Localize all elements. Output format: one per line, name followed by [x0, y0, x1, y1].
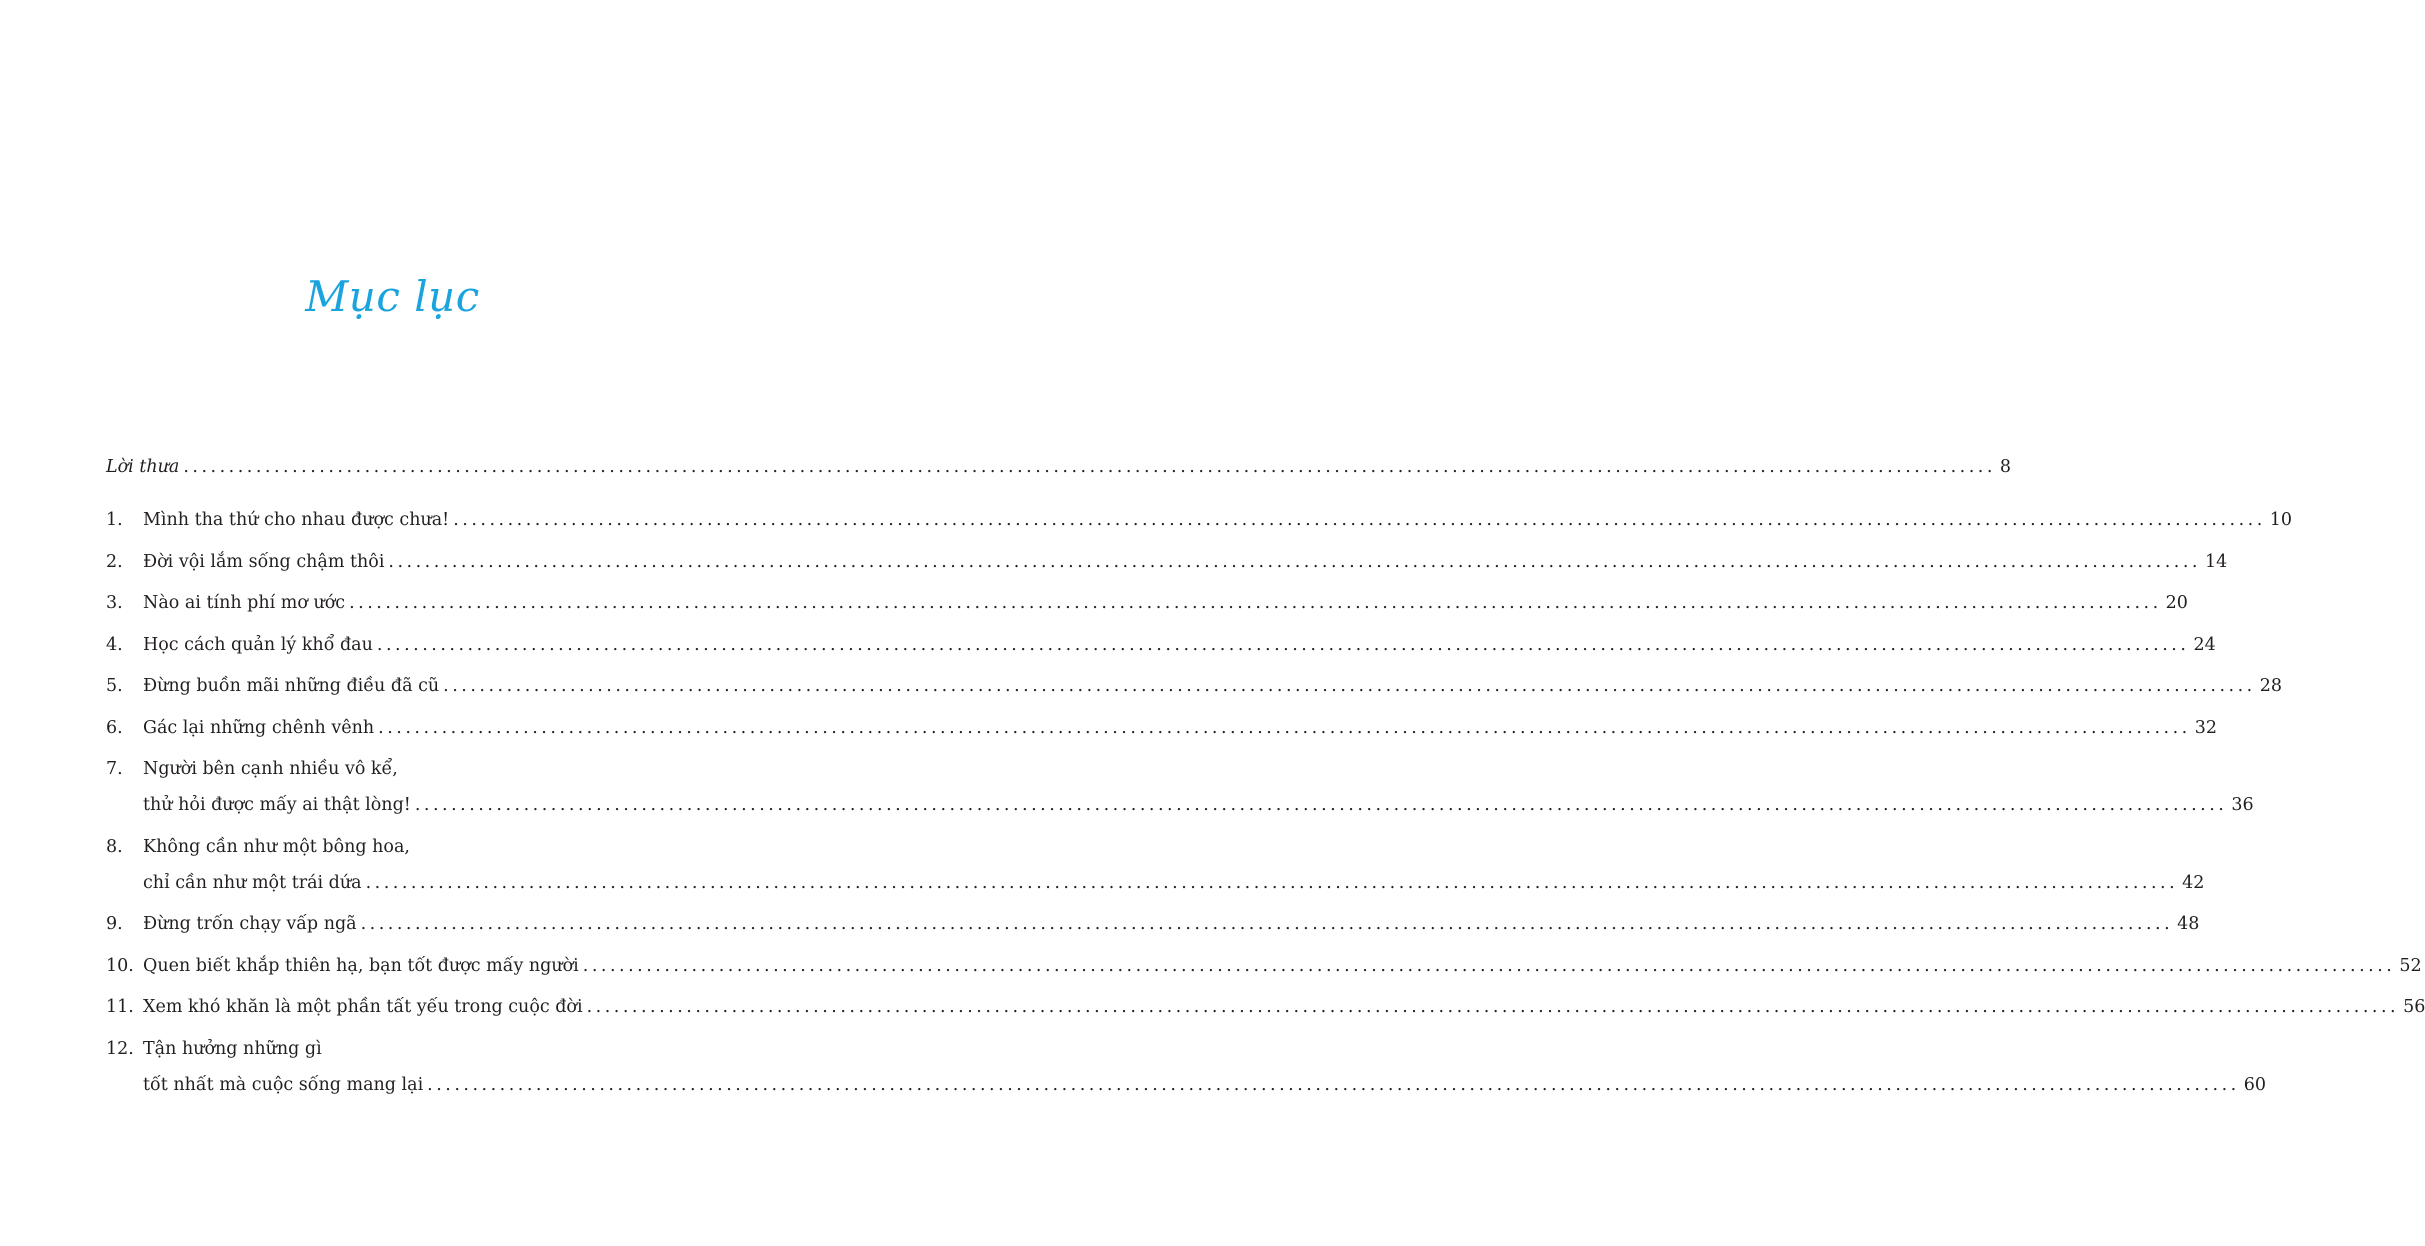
toc-entry-line	[143, 792, 2254, 818]
toc-entry-number: 11.	[106, 997, 134, 1017]
toc-entry[interactable]	[106, 994, 2425, 1020]
toc-entry-title: thử hỏi được mấy ai thật lòng!	[143, 795, 411, 815]
toc-entry-line	[143, 994, 2425, 1020]
toc-entry-page: 32	[2194, 717, 2217, 738]
toc-entry-page: 56	[2403, 997, 2425, 1017]
toc-entry[interactable]	[106, 953, 2422, 979]
toc-entry-line	[143, 834, 675, 860]
leader-dots: ........................................................................................................................................................................................................	[586, 997, 2400, 1017]
toc-entry[interactable]	[106, 549, 2228, 575]
leader-dots: ........................................................................................................................................................................................................	[427, 1074, 2240, 1095]
leader-dots: ........................................................................................................................................................................................................	[360, 914, 2174, 934]
toc-entry-line	[143, 549, 2228, 575]
toc-entry-number: 1.	[106, 510, 123, 530]
leader-dots: ........................................................................................................................................................................................................	[453, 510, 2266, 530]
toc-entry[interactable]	[106, 834, 2205, 896]
toc-entry-title: Quen biết khắp thiên hạ, bạn tốt được mấy người	[143, 955, 579, 976]
toc-entry-title: Tận hưởng những gì	[143, 1038, 322, 1059]
toc-entry-page: 36	[2231, 795, 2254, 815]
toc-entry-number: 4.	[106, 634, 123, 655]
toc-entry-title: Không cần như một bông hoa,	[143, 836, 410, 857]
toc-entry-line	[143, 870, 2205, 896]
toc-entry-title: Học cách quản lý khổ đau	[143, 634, 373, 655]
toc-entry-title: Mình tha thứ cho nhau được chưa!	[143, 510, 450, 530]
toc-entry[interactable]	[106, 756, 2254, 818]
toc-entry-line	[143, 756, 675, 782]
toc-entry-line	[143, 673, 2282, 699]
leader-dots: ........................................................................................................................................................................................................	[365, 872, 2179, 893]
toc-entry-title: Lời thưa	[106, 457, 180, 477]
toc-entry[interactable]	[106, 632, 2216, 658]
toc-entry-number: 2.	[106, 551, 123, 572]
toc-entry-title: Gác lại những chênh vênh	[143, 717, 375, 738]
toc-entry-title: Xem khó khăn là một phần tất yếu trong cuộc đời	[143, 997, 583, 1017]
toc-entry-page: 20	[2165, 593, 2188, 613]
toc-entry-page: 60	[2243, 1074, 2267, 1095]
toc-entry-page: 52	[2399, 955, 2422, 976]
toc-entry-preface[interactable]	[106, 454, 2012, 480]
toc-entry-title: tốt nhất mà cuộc sống mang lại	[143, 1074, 424, 1095]
toc-entry-line	[143, 507, 2293, 533]
toc-entry-page: 8	[1999, 457, 2012, 477]
toc-entry-title: Đời vội lắm sống chậm thôi	[143, 551, 385, 572]
toc-entry-page: 24	[2193, 634, 2216, 655]
toc-entry-number: 8.	[106, 836, 123, 857]
toc-entry-number: 9.	[106, 914, 123, 934]
toc-entry-page: 14	[2204, 551, 2228, 572]
toc-entry[interactable]	[106, 507, 2293, 533]
leader-dots: ........................................................................................................................................................................................................	[443, 676, 2256, 696]
leader-dots: ........................................................................................................................................................................................................	[376, 634, 2190, 655]
toc-entry-page: 48	[2177, 914, 2200, 934]
toc-entry-title: Người bên cạnh nhiều vô kể,	[143, 759, 398, 779]
toc-entry-number: 7.	[106, 759, 123, 779]
toc-entry-number: 5.	[106, 676, 123, 696]
toc-entry-number: 6.	[106, 717, 123, 738]
toc-entry[interactable]	[106, 673, 2282, 699]
leader-dots: ........................................................................................................................................................................................................	[582, 955, 2396, 976]
toc-entry[interactable]	[106, 590, 2188, 616]
leader-dots: ........................................................................................................................................................................................................	[378, 717, 2191, 738]
toc-entry-title: chỉ cần như một trái dứa	[143, 872, 362, 893]
toc-entry-line	[143, 911, 2200, 937]
toc-entry-line	[143, 953, 2422, 979]
leader-dots: ........................................................................................................................................................................................................	[349, 593, 2162, 613]
toc-entry-title: Nào ai tính phí mơ ước	[143, 593, 346, 613]
toc-entry-title: Đừng trốn chạy vấp ngã	[143, 914, 357, 934]
toc-entry-number: 10.	[106, 955, 134, 976]
toc-entry-page: 10	[2269, 510, 2293, 530]
page-title: Mục lục	[305, 272, 480, 321]
leader-dots: ........................................................................................................................................................................................................	[414, 795, 2228, 815]
leader-dots: ........................................................................................................................................................................................................	[388, 551, 2201, 572]
toc-entry[interactable]	[106, 715, 2217, 741]
toc-entry[interactable]	[106, 911, 2200, 937]
toc-entry-line	[143, 632, 2216, 658]
leader-dots: ........................................................................................................................................................................................................	[183, 457, 1996, 477]
toc-entry-line	[143, 1036, 675, 1062]
toc-entry-page: 28	[2259, 676, 2282, 696]
toc-entry-title: Đừng buồn mãi những điều đã cũ	[143, 676, 440, 696]
toc-entry-number: 3.	[106, 593, 123, 613]
toc-entry-number: 12.	[106, 1038, 134, 1059]
toc-entry-line	[143, 715, 2217, 741]
toc-entry-line	[143, 590, 2188, 616]
toc-entry[interactable]	[106, 1036, 2267, 1098]
toc-entry-line	[143, 1072, 2267, 1098]
toc-entry-page: 42	[2182, 872, 2205, 893]
